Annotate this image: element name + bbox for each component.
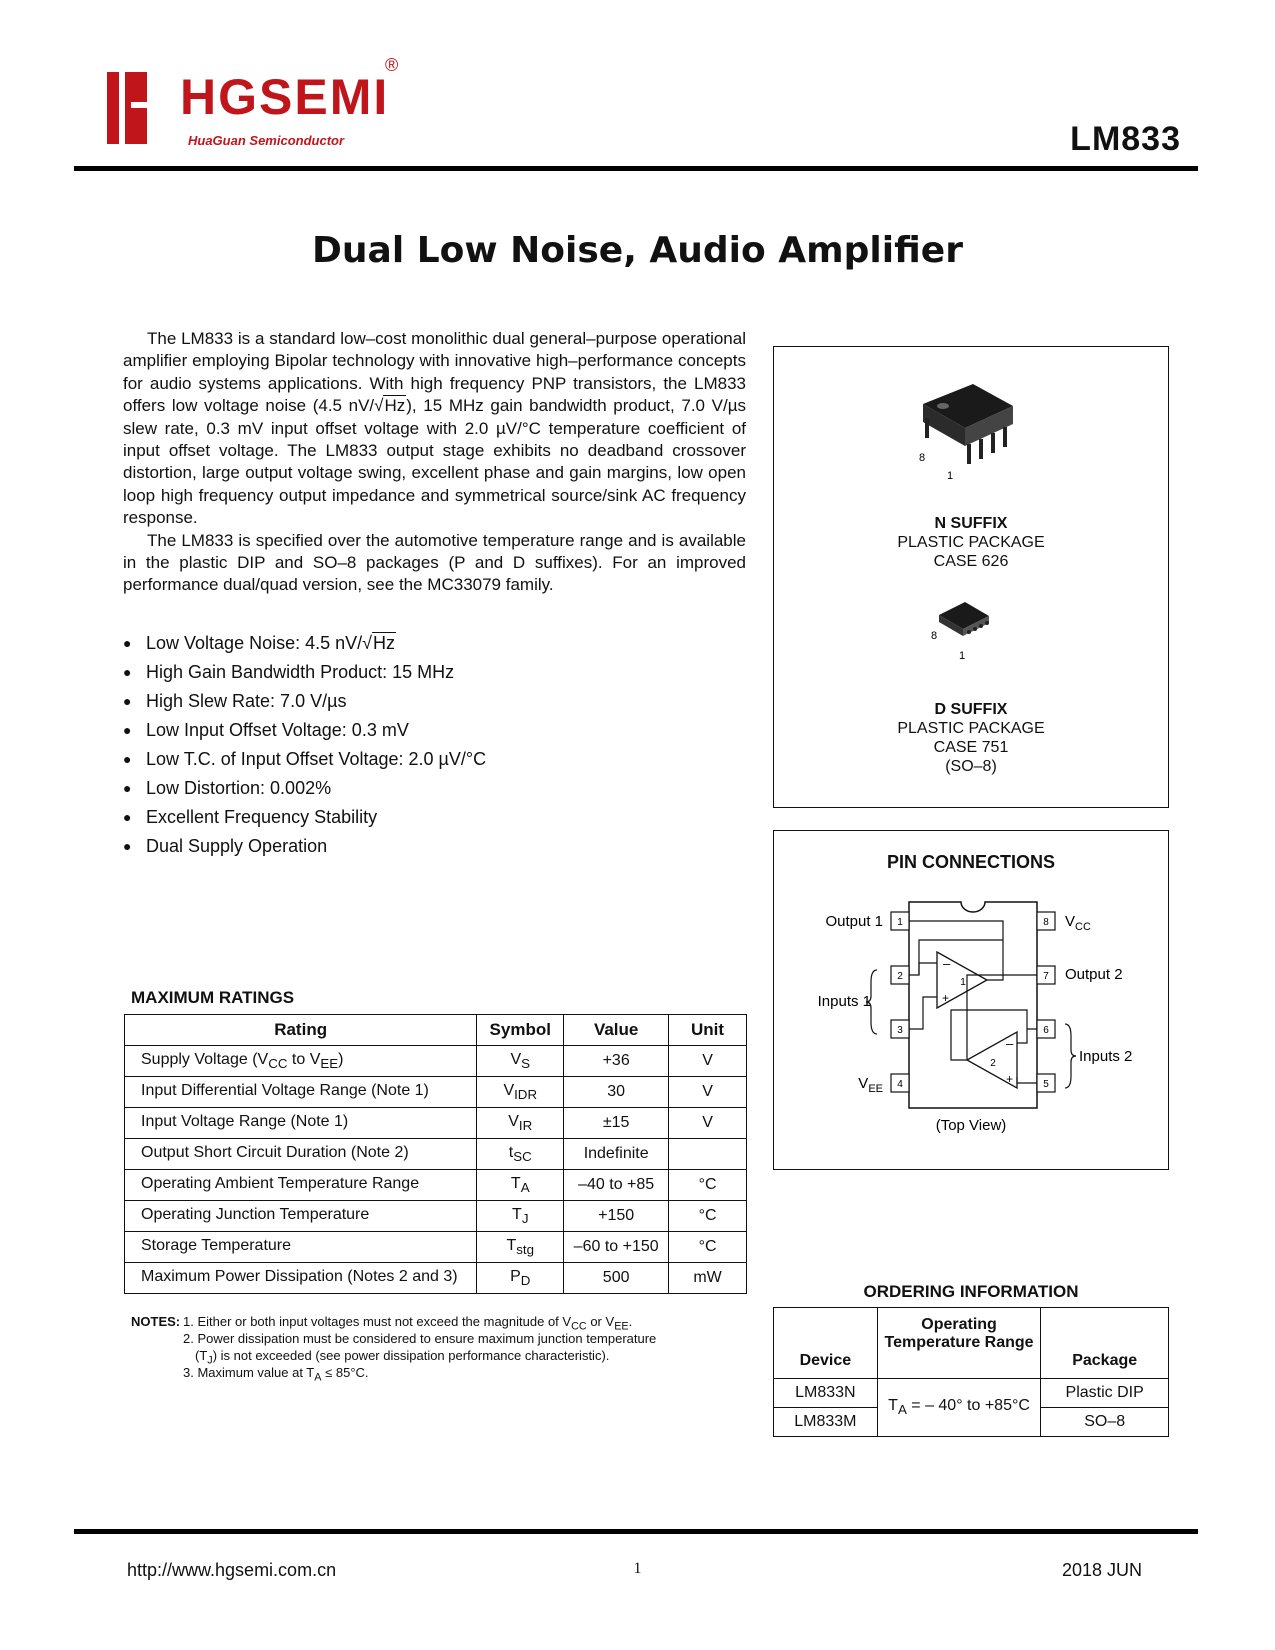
feature-text: Low Distortion: 0.002%: [146, 778, 332, 798]
radical-unit: Hz: [373, 633, 396, 653]
note-text: (T: [195, 1348, 208, 1363]
rating-cell: Storage Temperature: [125, 1232, 477, 1263]
feature-text: Low Voltage Noise: 4.5 nV/√: [146, 633, 373, 653]
table-row: [125, 1232, 747, 1263]
table-row: [125, 1170, 747, 1201]
device-cell: LM833M: [774, 1408, 878, 1437]
column-header: Package: [1041, 1308, 1169, 1379]
note-subscript: A: [314, 1371, 322, 1384]
table-row: [125, 1201, 747, 1232]
footer-rule: [74, 1529, 1198, 1534]
d-suffix-name: D SUFFIX: [934, 701, 1008, 718]
pin-8-label: 8: [919, 452, 926, 464]
value-cell: +150: [564, 1201, 669, 1232]
output-2-label: Output 2: [1065, 966, 1123, 983]
note-subscript: J: [207, 1354, 213, 1367]
pin-8-label: 8: [931, 630, 938, 642]
note-text: .: [628, 1314, 633, 1329]
rating-cell: Output Short Circuit Duration (Note 2): [125, 1139, 477, 1170]
noninverting-sign: +: [1006, 1072, 1014, 1086]
note-text: 3. Maximum value at T: [183, 1365, 315, 1380]
amplifier-2-label: 2: [990, 1058, 996, 1069]
table-header-row: [774, 1308, 1169, 1379]
column-header: Symbol: [477, 1015, 564, 1046]
vcc-label: $V_{CC}$: [1065, 913, 1091, 933]
inputs-2-brace: [1065, 1024, 1076, 1088]
table-row: [125, 1077, 747, 1108]
column-header: Value: [564, 1015, 669, 1046]
temperature-cell: $T_A$ = – 40° to +85°C: [877, 1379, 1041, 1437]
feature-item: [123, 629, 723, 658]
symbol-cell: $P_D$: [477, 1263, 564, 1294]
rating-cell: Operating Junction Temperature: [125, 1201, 477, 1232]
amplifier-1-label: 1: [960, 977, 966, 988]
symbol-cell: $T_{stg}$: [477, 1232, 564, 1263]
output-1-label: Output 1: [825, 913, 883, 930]
pin-number: 3: [897, 1025, 903, 1036]
description-text: The LM833 is a standard low–cost monolithic dual general–purpose operational amplifier employing Bipolar technology with innovative high–performance concepts for audio systems applications. With high frequency PNP transistors, the LM833 offers low voltage noise (4.5 nV/√: [123, 329, 746, 416]
pin-number: 7: [1043, 971, 1049, 982]
top-view-label: (Top View): [935, 1117, 1007, 1134]
registered-mark: ®: [385, 55, 399, 75]
rating-cell: Maximum Power Dissipation (Notes 2 and 3): [125, 1263, 477, 1294]
header-rule: [74, 166, 1198, 171]
pin-number: 4: [897, 1079, 903, 1090]
feature-text: Dual Supply Operation: [146, 836, 328, 856]
pin-1-label: 1: [947, 470, 954, 482]
rating-cell: Supply Voltage ($V_{CC}$ to $V_{EE}$): [125, 1046, 477, 1077]
d-suffix-so8: (SO–8): [945, 758, 997, 775]
pin-1-label: 1: [959, 650, 966, 662]
unit-cell: mW: [669, 1263, 747, 1294]
note-subscript: EE: [614, 1320, 629, 1333]
inverting-sign: –: [943, 956, 951, 971]
column-header: Unit: [669, 1015, 747, 1046]
document-title: Dual Low Noise, Audio Amplifier: [312, 230, 963, 271]
n-suffix-package: PLASTIC PACKAGE: [897, 534, 1045, 551]
rating-cell: Input Differential Voltage Range (Note 1): [125, 1077, 477, 1108]
feature-item: [123, 745, 723, 774]
feature-text: Low Input Offset Voltage: 0.3 mV: [146, 720, 409, 740]
unit-cell: [669, 1139, 747, 1170]
notes-label: NOTES:: [131, 1314, 181, 1329]
rating-cell: Input Voltage Range (Note 1): [125, 1108, 477, 1139]
value-cell: +36: [564, 1046, 669, 1077]
d-suffix-package: PLASTIC PACKAGE: [897, 720, 1045, 737]
n-suffix-name: N SUFFIX: [934, 515, 1008, 532]
unit-cell: °C: [669, 1232, 747, 1263]
soic-package-icon: [939, 602, 989, 636]
brand-subtitle: HuaGuan Semiconductor: [188, 133, 345, 148]
table-row: [125, 1046, 747, 1077]
value-cell: –40 to +85: [564, 1170, 669, 1201]
description-paragraph-2: The LM833 is specified over the automotive temperature range and is available in the plastic DIP and SO–8 packages (P and D suffixes). For an improved performance dual/quad version, see the MC33079 family.: [123, 530, 746, 595]
description-text: ), 15 MHz gain bandwidth product, 7.0 V/µs slew rate, 0.3 mV input offset voltage with 2.0 µV/°C temperature coefficient of input offset voltage. The LM833 output stage exhibits no deadband crossover distortion, large output voltage swing, excellent phase and gain margins, low open loop high frequency output impedance and symmetrical source/sink AC frequency response.: [123, 396, 746, 528]
feature-text: Low T.C. of Input Offset Voltage: 2.0 µV/°C: [146, 749, 487, 769]
note-text: ) is not exceeded (see power dissipation performance characteristic).: [212, 1348, 610, 1363]
table-row: [125, 1108, 747, 1139]
device-cell: LM833N: [774, 1379, 878, 1408]
unit-cell: V: [669, 1108, 747, 1139]
brand-name: HGSEMI: [180, 69, 390, 125]
column-header: Operating Temperature Range: [877, 1308, 1041, 1379]
max-ratings-table: [124, 1014, 747, 1294]
inputs-1-brace: [866, 970, 877, 1034]
pin-number: 5: [1043, 1079, 1049, 1090]
value-cell: 500: [564, 1263, 669, 1294]
note-3: [183, 1364, 369, 1387]
package-outline: [909, 902, 1037, 1108]
noninverting-sign: +: [942, 991, 950, 1005]
feature-item: [123, 687, 723, 716]
footer-date: 2018 JUN: [1061, 1560, 1142, 1580]
table-row: [125, 1263, 747, 1294]
table-row: [125, 1139, 747, 1170]
unit-cell: °C: [669, 1170, 747, 1201]
pin-boxes: [891, 912, 1055, 1092]
symbol-cell: $V_{IR}$: [477, 1108, 564, 1139]
feature-item: [123, 832, 723, 861]
description-paragraph-1: [123, 328, 746, 530]
table-header-row: [125, 1015, 747, 1046]
note-text: or V: [586, 1314, 615, 1329]
inputs-1-label: Inputs 1: [817, 993, 871, 1010]
d-suffix-case: CASE 751: [933, 739, 1009, 756]
unit-cell: °C: [669, 1201, 747, 1232]
symbol-cell: $t_{SC}$: [477, 1139, 564, 1170]
value-cell: ±15: [564, 1108, 669, 1139]
note-subscript: CC: [571, 1320, 587, 1333]
package-cell: SO–8: [1041, 1408, 1169, 1437]
pin-number: 8: [1043, 917, 1049, 928]
rating-cell: Operating Ambient Temperature Range: [125, 1170, 477, 1201]
description: [123, 328, 746, 597]
column-header: Rating: [125, 1015, 477, 1046]
n-suffix-caption: [773, 514, 1169, 571]
vee-label: $V_{EE}$: [858, 1075, 883, 1095]
ordering-title: ORDERING INFORMATION: [863, 1282, 1079, 1301]
unit-cell: V: [669, 1077, 747, 1108]
part-number: LM833: [1070, 120, 1181, 158]
page-number: 1: [633, 1560, 642, 1577]
pin-number: 2: [897, 971, 903, 982]
footer-url[interactable]: http://www.hgsemi.com.cn: [127, 1560, 337, 1580]
brand-logo-icon: [107, 72, 147, 144]
max-ratings-title: MAXIMUM RATINGS: [131, 988, 295, 1007]
pin-number: 1: [897, 917, 903, 928]
column-header: Device: [774, 1308, 878, 1379]
feature-item: [123, 774, 723, 803]
unit-cell: V: [669, 1046, 747, 1077]
pin-diagram: [773, 830, 1169, 1170]
feature-text: High Slew Rate: 7.0 V/µs: [146, 691, 347, 711]
feature-item: [123, 716, 723, 745]
radical-unit: Hz: [384, 396, 406, 416]
note-text: 1. Either or both input voltages must not exceed the magnitude of V: [183, 1314, 572, 1329]
symbol-cell: $V_{IDR}$: [477, 1077, 564, 1108]
inverting-sign: –: [1006, 1036, 1014, 1051]
n-suffix-case: CASE 626: [933, 553, 1009, 570]
table-row: [774, 1379, 1169, 1408]
d-suffix-caption: [773, 700, 1169, 776]
note-text: ≤ 85°C.: [321, 1365, 369, 1380]
note-2: 2. Power dissipation must be considered to ensure maximum junction temperature: [183, 1331, 657, 1346]
symbol-cell: $V_S$: [477, 1046, 564, 1077]
ordering-table: [773, 1307, 1169, 1437]
package-cell: Plastic DIP: [1041, 1379, 1169, 1408]
feature-text: High Gain Bandwidth Product: 15 MHz: [146, 662, 455, 682]
value-cell: 30: [564, 1077, 669, 1108]
feature-text: Excellent Frequency Stability: [146, 807, 378, 827]
pin-number: 6: [1043, 1025, 1049, 1036]
feature-list: [123, 629, 723, 861]
value-cell: –60 to +150: [564, 1232, 669, 1263]
dip-package-icon: [923, 384, 1013, 464]
feature-item: [123, 658, 723, 687]
value-cell: Indefinite: [564, 1139, 669, 1170]
inputs-2-label: Inputs 2: [1079, 1048, 1133, 1065]
symbol-cell: $T_J$: [477, 1201, 564, 1232]
pin-connections-title: PIN CONNECTIONS: [886, 852, 1055, 872]
symbol-cell: $T_A$: [477, 1170, 564, 1201]
feature-item: [123, 803, 723, 832]
